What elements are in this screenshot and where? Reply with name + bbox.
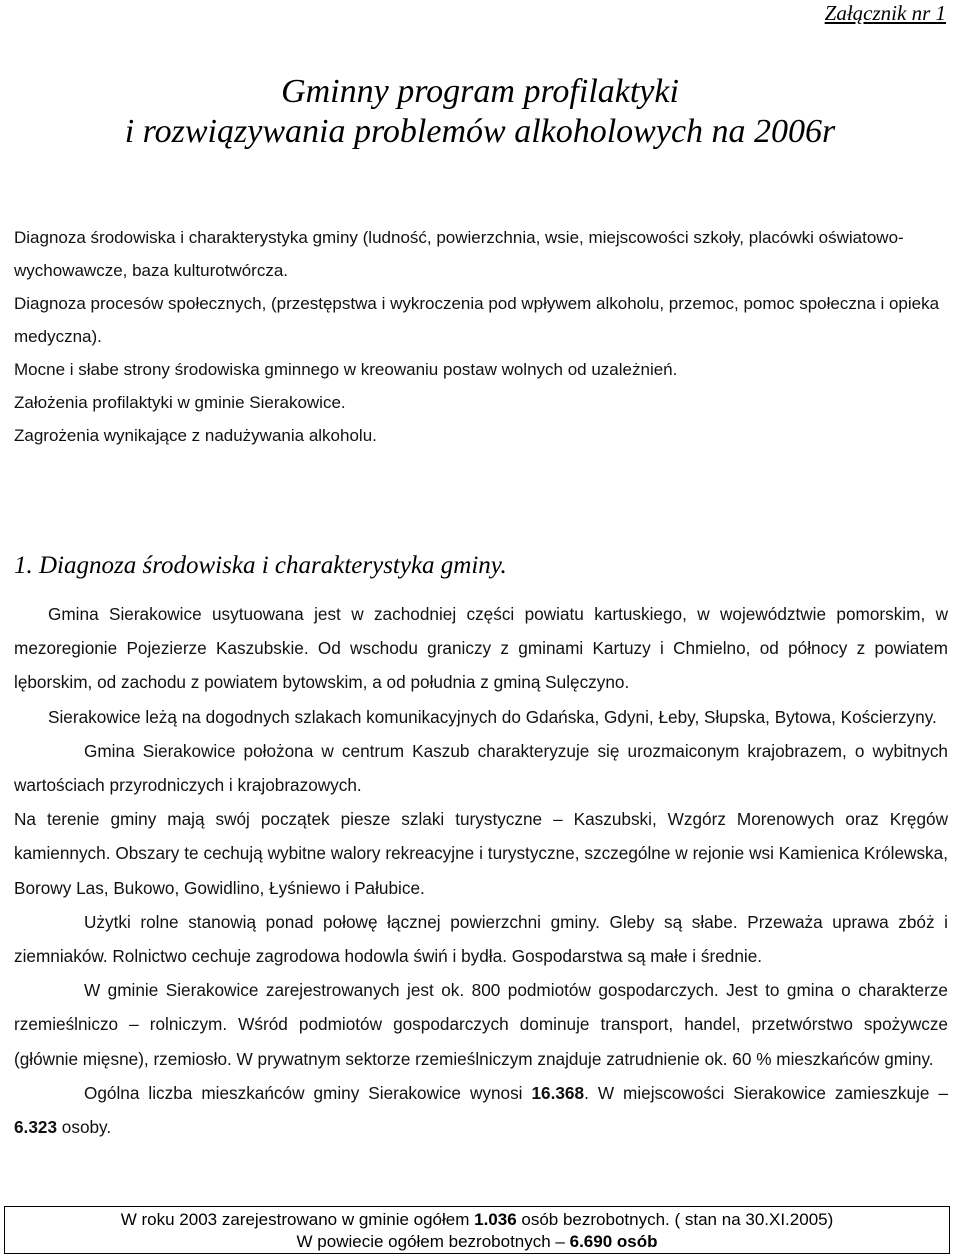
paragraph-population [14,1076,948,1144]
title-line-1: Gminny program profilaktyki [281,73,679,110]
unemployment-text: osób bezrobotnych. ( stan na 30.XI.2005) [516,1210,834,1229]
paragraph: Gmina Sierakowice usytuowana jest w zachodniej części powiatu kartuskiego, w województwie pomorskim, w mezoregionie Pojezierze Kaszubskie. Od wschodu graniczy z gminami Kartuzy i Chmielno, od północy z powiatem lęborskim, od zachodu z powiatem bytowskim, a od południa z gminą Sulęczyno. [14,604,948,693]
toc-text: Mocne i słabe strony środowiska gminnego w kreowaniu postaw wolnych od uzależnień. [14,360,678,379]
unemployment-line-2 [5,1231,949,1253]
toc-item [14,221,948,287]
population-text: Ogólna liczba mieszkańców gminy Sierakowice wynosi [84,1082,532,1103]
unemployment-powiat-count: 6.690 osób [569,1232,658,1251]
section-body [14,597,948,1144]
paragraph: W gminie Sierakowice zarejestrowanych jest ok. 800 podmiotów gospodarczych. Jest to gmina o charakterze rzemieślniczo – rolniczym. Wśród podmiotów gospodarczych dominuje transport, handel, przetwórstwo spożywcze (głównie mięsne), rzemiosło. W prywatnym sektorze rzemieślniczym znajduje zatrudnienie ok. 60 % mieszkańców gminy. [14,980,948,1069]
toc-number [0,287,14,320]
paragraph: Gmina Sierakowice położona w centrum Kaszub charakteryzuje się urozmaiconym krajobrazem, o wybitnych wartościach przyrodniczych i krajobrazowych. [14,740,948,796]
paragraph: Sierakowice leżą na dogodnych szlakach komunikacyjnych do Gdańska, Gdyni, Łeby, Słupska, Bytowa, Kościerzyny. [48,706,937,727]
toc-text: Diagnoza środowiska i charakterystyka gminy (ludność, powierzchnia, wsie, miejscowości szkoły, placówki oświatowo-wychowawcze, baza kulturotwórcza. [14,228,904,280]
population-text: . W miejscowości Sierakowice zamieszkuje – [584,1082,949,1103]
document-title [0,72,960,152]
title-line-2: i rozwiązywania problemów alkoholowych na 2006r [124,113,836,150]
toc-item [14,386,948,419]
toc-text: Zagrożenia wynikające z nadużywania alkoholu. [14,426,377,445]
paragraph: Użytki rolne stanowią ponad połowę łącznej powierzchni gminy. Gleby są słabe. Przeważa uprawa zbóż i ziemniaków. Rolnictwo cechuje zagrodowa hodowla świń i bydła. Gospodarstwa są małe i średnie. [14,911,948,967]
unemployment-text: W roku 2003 zarejestrowano w gminie ogółem [120,1210,475,1229]
toc-number [0,419,14,452]
population-text: osoby. [57,1117,112,1138]
section-heading: 1. Diagnoza środowiska i charakterystyka gminy. [14,552,507,579]
unemployment-gmina-count: 1.036 [474,1210,517,1229]
toc-item [14,287,948,353]
toc-item [14,353,948,386]
unemployment-text: W powiecie ogółem bezrobotnych – [296,1232,570,1251]
toc-number [0,353,14,386]
toc-text: Założenia profilaktyki w gminie Sierakowice. [14,393,346,412]
unemployment-box [4,1206,950,1254]
toc-number [0,221,14,254]
paragraph: Na terenie gminy mają swój początek piesze szlaki turystyczne – Kaszubski, Wzgórz Morenowych oraz Kręgów kamiennych. Obszary te cechują wybitne walory rekreacyjne i turystyczne, szczególne w rejonie wsi Kamienica Królewska, Borowy Las, Bukowo, Gowidlino, Łyśniewo i Pałubice. [14,809,948,898]
population-total: 16.368 [531,1082,585,1103]
unemployment-line-1 [5,1209,949,1231]
toc-item [14,419,948,452]
toc-text: Diagnoza procesów społecznych, (przestępstwa i wykroczenia pod wpływem alkoholu, przemoc, pomoc społeczna i opieka medyczna). [14,294,940,346]
toc-number [0,386,14,419]
annex-label: Załącznik nr 1 [824,1,946,25]
table-of-contents [14,221,948,452]
population-sierakowice: 6.323 [14,1117,58,1138]
